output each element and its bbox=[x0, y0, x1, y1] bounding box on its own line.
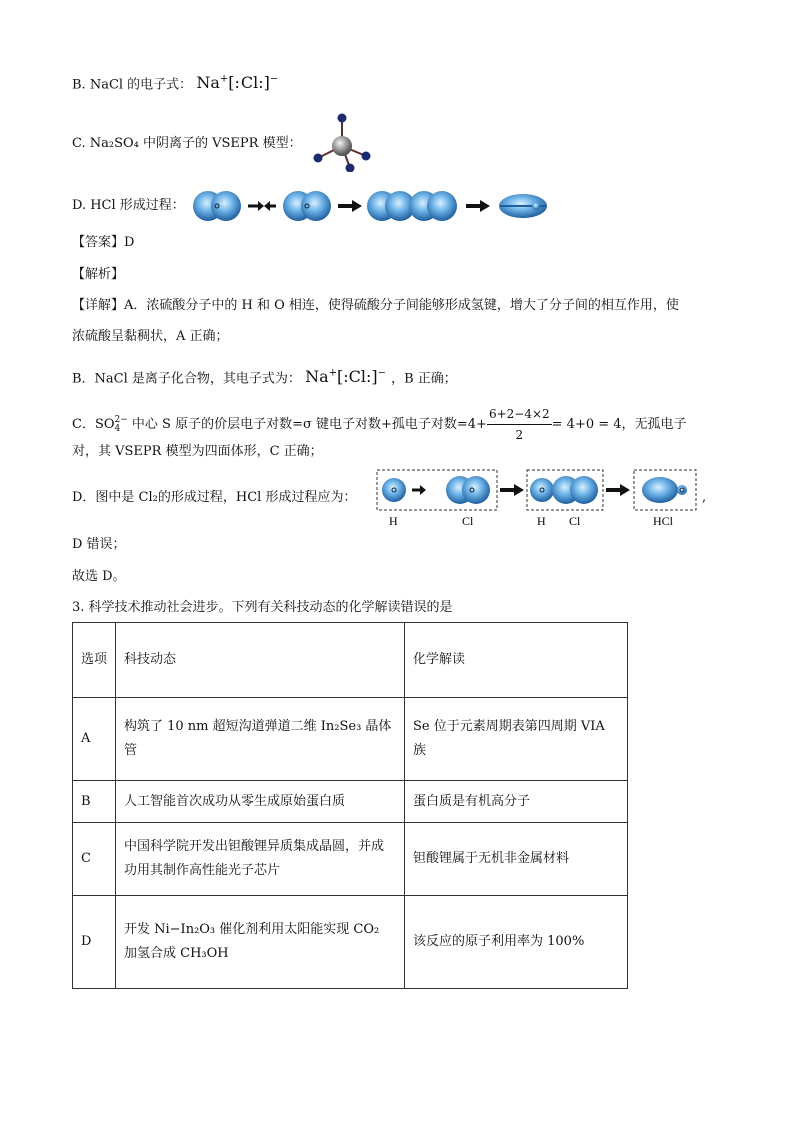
table-row bbox=[73, 698, 628, 781]
row-c-tech: 中国科学院开发出钽酸锂异质集成晶圆，并成功用其制作高性能光子芯片 bbox=[116, 823, 405, 896]
label-hcl: HCl bbox=[653, 514, 674, 528]
option-d-formation-diagram bbox=[190, 186, 580, 226]
detail-a-line2: 浓硫酸呈黏稠状，A 正确； bbox=[72, 329, 229, 344]
detail-d-line: D．图中是 Cl₂的形成过程，HCl 形成过程应为： bbox=[72, 490, 357, 505]
row-a-tech: 构筑了 10 nm 超短沟道弹道二维 In₂Se₃ 晶体管 bbox=[116, 698, 405, 781]
row-c-interpretation: 钽酸锂属于无机非金属材料 bbox=[405, 823, 628, 896]
table-row bbox=[73, 896, 628, 989]
analysis-heading: 【解析】 bbox=[72, 267, 125, 282]
header-tech: 科技动态 bbox=[116, 623, 405, 698]
final-choice: 故选 D。 bbox=[72, 569, 126, 584]
table-header-row bbox=[73, 623, 628, 698]
option-b-line bbox=[72, 70, 278, 95]
detail-c-result: = 4+0 = 4，无孤电子 bbox=[551, 417, 687, 432]
detail-b-suffix: ，B 正确； bbox=[391, 371, 457, 387]
hcl-formation-diagram bbox=[376, 468, 706, 530]
nacl-electron-formula: Na+[:Cl:]− bbox=[196, 73, 279, 93]
detail-c-line1: C．SO 2− 4 中心 S 原子的价层电子对数=σ 键电子对数+孤电子对数=4+ $\frac{6+2-4\times 2}{2}$ = 4+0 = 4，无孤电子 bbox=[72, 404, 687, 445]
options-table bbox=[72, 622, 628, 989]
detail-c-text: 中心 S 原子的价层电子对数=σ 键电子对数+孤电子对数=4+ bbox=[127, 417, 487, 432]
option-c-prefix: C. Na₂SO₄ 中阴离子的 VSEPR 模型： bbox=[72, 136, 302, 151]
label-cl: Cl bbox=[462, 514, 474, 528]
row-b-option: B bbox=[73, 781, 116, 823]
option-b-prefix: B. NaCl 的电子式： bbox=[72, 77, 193, 93]
detail-a-line1: 【详解】A．浓硫酸分子中的 H 和 O 相连，使得硫酸分子间能够形成氢键，增大了分子间的相互作用，使 bbox=[72, 298, 679, 313]
row-a-interpretation: Se 位于元素周期表第四周期 VIA 族 bbox=[405, 698, 628, 781]
detail-b-electron-formula: Na+[:Cl:]− bbox=[305, 367, 387, 387]
row-b-interpretation: 蛋白质是有机高分子 bbox=[405, 781, 628, 823]
detail-d-comma: , bbox=[702, 490, 707, 505]
label-h: H bbox=[389, 514, 398, 528]
row-a-option: A bbox=[73, 698, 116, 781]
row-d-option: D bbox=[73, 896, 116, 989]
detail-c-so4: C．SO bbox=[72, 417, 115, 432]
detail-c-fraction: $\frac{6+2-4\times 2}{2}$ bbox=[487, 404, 552, 445]
table-row bbox=[73, 781, 628, 823]
detail-b-prefix: B．NaCl 是离子化合物，其电子式为： bbox=[72, 371, 301, 387]
detail-d-conclusion: D 错误； bbox=[72, 537, 126, 552]
tetrahedral-model-diagram bbox=[308, 112, 378, 172]
option-c-line bbox=[72, 134, 302, 154]
header-option: 选项 bbox=[73, 623, 116, 698]
row-d-tech: 开发 Ni−In₂O₃ 催化剂利用太阳能实现 CO₂ 加氢合成 CH₃OH bbox=[116, 896, 405, 989]
detail-b-line bbox=[72, 364, 457, 389]
option-d-line bbox=[72, 196, 185, 216]
table-row bbox=[73, 823, 628, 896]
row-b-tech: 人工智能首次成功从零生成原始蛋白质 bbox=[116, 781, 405, 823]
row-c-option: C bbox=[73, 823, 116, 896]
label-h2: H bbox=[537, 514, 546, 528]
answer-line: 【答案】D bbox=[72, 235, 135, 250]
header-interpretation: 化学解读 bbox=[405, 623, 628, 698]
option-d-prefix: D. HCl 形成过程： bbox=[72, 198, 185, 213]
label-cl2: Cl bbox=[569, 514, 581, 528]
question-3-title: 3. 科学技术推动社会进步。下列有关科技动态的化学解读错误的是 bbox=[72, 600, 453, 615]
detail-c-line2: 对，其 VSEPR 模型为四面体形，C 正确； bbox=[72, 444, 323, 459]
row-d-interpretation: 该反应的原子利用率为 100% bbox=[405, 896, 628, 989]
